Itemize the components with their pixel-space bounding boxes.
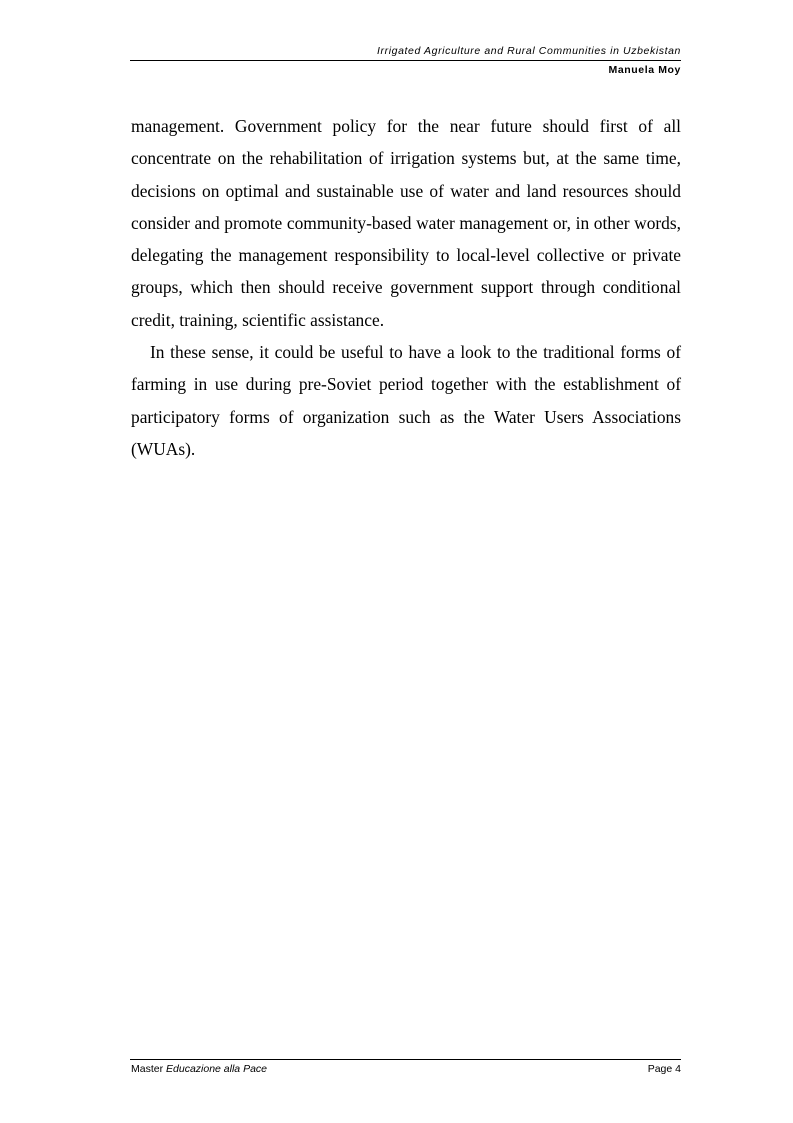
- footer-course-name: Educazione alla Pace: [166, 1063, 268, 1075]
- paragraph-continuation: management. Government policy for the near future should first of all concentrate on the rehabilitation of irrigation systems but, at the same time, decisions on optimal and sustainable use of water and land resources should consider and promote community-based water management or, in other words, delegating the management responsibility to local-level collective or private groups, which then should receive government support through conditional credit, training, scientific assistance.: [131, 116, 681, 330]
- paragraph: In these sense, it could be useful to have a look to the traditional forms of farming in use during pre-Soviet period together with the establishment of participatory forms of organization such as the Water Users Associations (WUAs).: [131, 342, 681, 459]
- running-header-author: Manuela Moy: [608, 64, 681, 76]
- page-number: Page 4: [647, 1063, 681, 1075]
- footer-divider: [130, 1059, 681, 1060]
- footer-course: [131, 1063, 267, 1076]
- running-header-title: Irrigated Agriculture and Rural Communities in Uzbekistan: [376, 45, 681, 57]
- body-text: [131, 110, 681, 465]
- footer-master-label: Master: [131, 1063, 164, 1075]
- header-divider: [130, 60, 681, 61]
